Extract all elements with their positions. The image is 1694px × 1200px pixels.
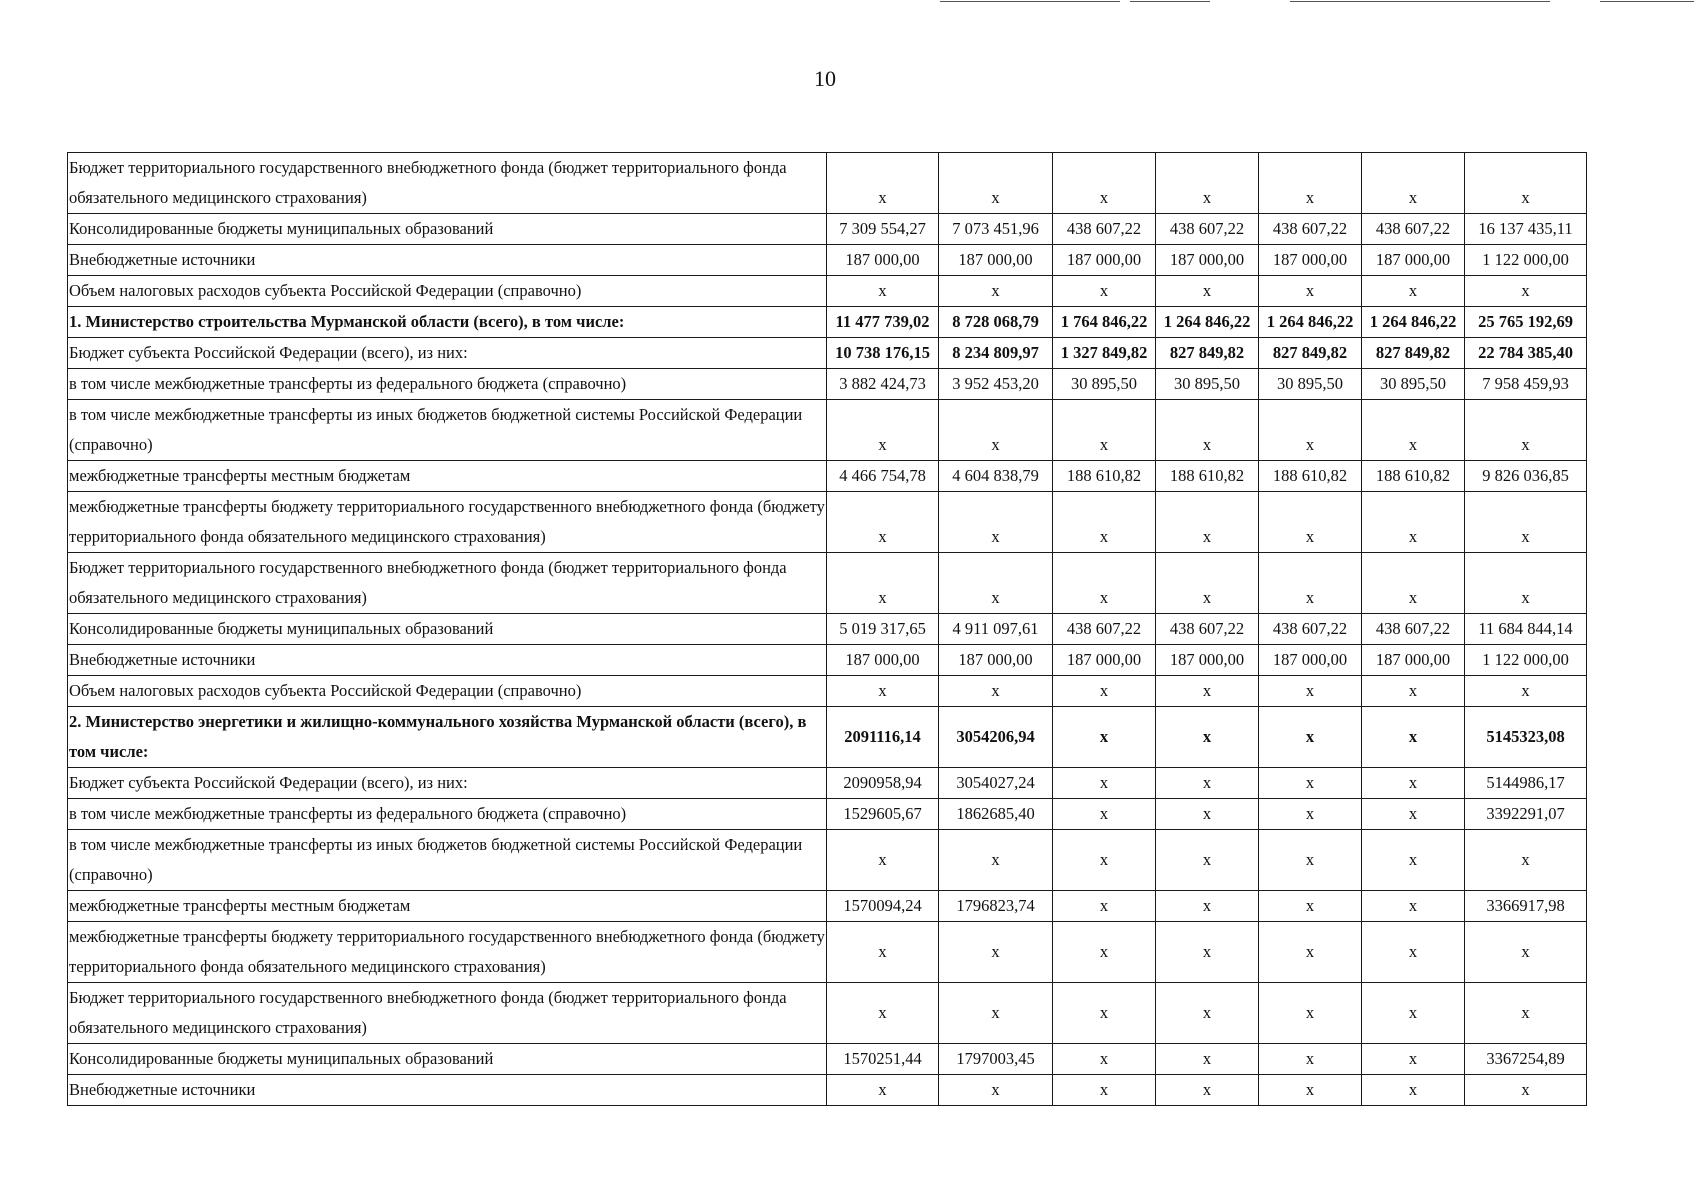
- value-cell: 5 019 317,65: [827, 614, 939, 645]
- value-cell: 7 073 451,96: [939, 214, 1053, 245]
- value-cell: x: [1156, 492, 1259, 553]
- table-row-section-header: [68, 707, 1587, 768]
- scan-artifact-line: [1130, 1, 1210, 2]
- value-cell: x: [1259, 553, 1362, 614]
- value-cell: x: [1259, 768, 1362, 799]
- total-cell: 11 684 844,14: [1465, 614, 1587, 645]
- value-cell: 187 000,00: [1362, 245, 1465, 276]
- value-cell: x: [827, 153, 939, 214]
- total-cell: 3366917,98: [1465, 891, 1587, 922]
- value-cell: x: [939, 276, 1053, 307]
- value-cell: 438 607,22: [1156, 214, 1259, 245]
- value-cell: x: [939, 400, 1053, 461]
- value-cell: 827 849,82: [1259, 338, 1362, 369]
- value-cell: x: [1362, 1044, 1465, 1075]
- value-cell: x: [1362, 153, 1465, 214]
- value-cell: x: [1053, 553, 1156, 614]
- value-cell: 438 607,22: [1053, 614, 1156, 645]
- value-cell: 4 604 838,79: [939, 461, 1053, 492]
- value-cell: 3054206,94: [939, 707, 1053, 768]
- value-cell: x: [1053, 891, 1156, 922]
- value-cell: x: [827, 983, 939, 1044]
- value-cell: 30 895,50: [1259, 369, 1362, 400]
- table-row: [68, 153, 1587, 214]
- value-cell: x: [1259, 830, 1362, 891]
- value-cell: 1 264 846,22: [1362, 307, 1465, 338]
- value-cell: 187 000,00: [1156, 245, 1259, 276]
- value-cell: x: [1362, 830, 1465, 891]
- table-row: [68, 614, 1587, 645]
- page-number: 10: [814, 66, 836, 91]
- row-label: Объем налоговых расходов субъекта Российской Федерации (справочно): [68, 676, 827, 707]
- value-cell: 438 607,22: [1259, 214, 1362, 245]
- value-cell: x: [1156, 276, 1259, 307]
- row-label: межбюджетные трансферты бюджету территориального государственного внебюджетного фонда (бюджету территориального фонда обязательного медицинского страхования): [68, 492, 827, 553]
- value-cell: x: [1053, 707, 1156, 768]
- value-cell: 4 466 754,78: [827, 461, 939, 492]
- value-cell: x: [939, 676, 1053, 707]
- value-cell: x: [1259, 922, 1362, 983]
- total-cell: 9 826 036,85: [1465, 461, 1587, 492]
- value-cell: x: [1362, 707, 1465, 768]
- total-cell: 3367254,89: [1465, 1044, 1587, 1075]
- value-cell: x: [827, 676, 939, 707]
- table-row: [68, 676, 1587, 707]
- row-label: Консолидированные бюджеты муниципальных образований: [68, 614, 827, 645]
- value-cell: x: [1053, 983, 1156, 1044]
- value-cell: x: [1259, 1075, 1362, 1106]
- value-cell: x: [939, 153, 1053, 214]
- value-cell: x: [1259, 400, 1362, 461]
- value-cell: x: [1362, 1075, 1465, 1106]
- value-cell: x: [1362, 276, 1465, 307]
- value-cell: x: [1053, 153, 1156, 214]
- value-cell: 188 610,82: [1259, 461, 1362, 492]
- value-cell: x: [1053, 676, 1156, 707]
- table-row: [68, 461, 1587, 492]
- value-cell: 187 000,00: [1259, 645, 1362, 676]
- value-cell: 30 895,50: [1362, 369, 1465, 400]
- value-cell: 1796823,74: [939, 891, 1053, 922]
- value-cell: x: [939, 1075, 1053, 1106]
- table-row: [68, 1044, 1587, 1075]
- table-row: [68, 645, 1587, 676]
- value-cell: x: [1259, 276, 1362, 307]
- row-label: 2. Министерство энергетики и жилищно-коммунального хозяйства Мурманской области (всего), в том числе:: [68, 707, 827, 768]
- row-label: межбюджетные трансферты местным бюджетам: [68, 891, 827, 922]
- value-cell: x: [1362, 553, 1465, 614]
- table-row: [68, 245, 1587, 276]
- value-cell: x: [1362, 891, 1465, 922]
- total-cell: 1 122 000,00: [1465, 645, 1587, 676]
- value-cell: 1797003,45: [939, 1044, 1053, 1075]
- row-label: межбюджетные трансферты бюджету территориального государственного внебюджетного фонда (бюджету территориального фонда обязательного медицинского страхования): [68, 922, 827, 983]
- value-cell: x: [1259, 153, 1362, 214]
- value-cell: x: [827, 276, 939, 307]
- total-cell: 7 958 459,93: [1465, 369, 1587, 400]
- row-label: межбюджетные трансферты местным бюджетам: [68, 461, 827, 492]
- table-row: [68, 768, 1587, 799]
- total-cell: 5145323,08: [1465, 707, 1587, 768]
- value-cell: x: [1259, 799, 1362, 830]
- value-cell: 187 000,00: [827, 645, 939, 676]
- total-cell: 22 784 385,40: [1465, 338, 1587, 369]
- value-cell: 1 764 846,22: [1053, 307, 1156, 338]
- value-cell: x: [939, 553, 1053, 614]
- total-cell: 1 122 000,00: [1465, 245, 1587, 276]
- value-cell: x: [1156, 891, 1259, 922]
- value-cell: x: [1156, 400, 1259, 461]
- value-cell: 7 309 554,27: [827, 214, 939, 245]
- value-cell: x: [939, 830, 1053, 891]
- value-cell: x: [827, 553, 939, 614]
- value-cell: 187 000,00: [1259, 245, 1362, 276]
- value-cell: 187 000,00: [939, 245, 1053, 276]
- value-cell: x: [1156, 1075, 1259, 1106]
- row-label: Бюджет субъекта Российской Федерации (всего), из них:: [68, 338, 827, 369]
- value-cell: x: [1156, 922, 1259, 983]
- value-cell: 1570094,24: [827, 891, 939, 922]
- scan-artifact-line: [1290, 1, 1550, 2]
- row-label: Бюджет субъекта Российской Федерации (всего), из них:: [68, 768, 827, 799]
- table-row: [68, 830, 1587, 891]
- value-cell: x: [1259, 707, 1362, 768]
- value-cell: x: [1053, 799, 1156, 830]
- value-cell: x: [1362, 922, 1465, 983]
- value-cell: 1 264 846,22: [1156, 307, 1259, 338]
- value-cell: 188 610,82: [1156, 461, 1259, 492]
- value-cell: x: [1156, 676, 1259, 707]
- total-cell: x: [1465, 676, 1587, 707]
- row-label: Внебюджетные источники: [68, 245, 827, 276]
- value-cell: x: [1156, 707, 1259, 768]
- value-cell: x: [1053, 276, 1156, 307]
- row-label: Бюджет территориального государственного внебюджетного фонда (бюджет территориального фонда обязательного медицинского страхования): [68, 553, 827, 614]
- total-cell: 16 137 435,11: [1465, 214, 1587, 245]
- value-cell: 438 607,22: [1362, 214, 1465, 245]
- value-cell: x: [827, 830, 939, 891]
- table-row: [68, 553, 1587, 614]
- total-cell: 3392291,07: [1465, 799, 1587, 830]
- row-label: в том числе межбюджетные трансферты из иных бюджетов бюджетной системы Российской Федерации (справочно): [68, 830, 827, 891]
- table-row: [68, 400, 1587, 461]
- table-row: [68, 922, 1587, 983]
- value-cell: 4 911 097,61: [939, 614, 1053, 645]
- value-cell: x: [1259, 492, 1362, 553]
- value-cell: x: [827, 1075, 939, 1106]
- value-cell: x: [1053, 1044, 1156, 1075]
- value-cell: x: [1259, 1044, 1362, 1075]
- total-cell: x: [1465, 983, 1587, 1044]
- table-row-section-header: [68, 307, 1587, 338]
- value-cell: 438 607,22: [1259, 614, 1362, 645]
- value-cell: x: [827, 922, 939, 983]
- value-cell: x: [1362, 799, 1465, 830]
- value-cell: 438 607,22: [1156, 614, 1259, 645]
- value-cell: 2090958,94: [827, 768, 939, 799]
- total-cell: x: [1465, 400, 1587, 461]
- row-label: 1. Министерство строительства Мурманской области (всего), в том числе:: [68, 307, 827, 338]
- table-row: [68, 492, 1587, 553]
- value-cell: 438 607,22: [1362, 614, 1465, 645]
- total-cell: x: [1465, 1075, 1587, 1106]
- value-cell: 438 607,22: [1053, 214, 1156, 245]
- value-cell: x: [1362, 983, 1465, 1044]
- total-cell: x: [1465, 153, 1587, 214]
- value-cell: 1 327 849,82: [1053, 338, 1156, 369]
- table-row: [68, 214, 1587, 245]
- value-cell: x: [1362, 676, 1465, 707]
- value-cell: 3 882 424,73: [827, 369, 939, 400]
- value-cell: x: [1362, 492, 1465, 553]
- row-label: Консолидированные бюджеты муниципальных образований: [68, 214, 827, 245]
- value-cell: 30 895,50: [1053, 369, 1156, 400]
- value-cell: 187 000,00: [1053, 245, 1156, 276]
- row-label: в том числе межбюджетные трансферты из иных бюджетов бюджетной системы Российской Федерации (справочно): [68, 400, 827, 461]
- value-cell: 8 234 809,97: [939, 338, 1053, 369]
- value-cell: x: [939, 922, 1053, 983]
- value-cell: 187 000,00: [1156, 645, 1259, 676]
- value-cell: x: [1259, 891, 1362, 922]
- value-cell: 187 000,00: [939, 645, 1053, 676]
- value-cell: 3 952 453,20: [939, 369, 1053, 400]
- table-row: [68, 1075, 1587, 1106]
- value-cell: x: [1362, 400, 1465, 461]
- value-cell: 187 000,00: [827, 245, 939, 276]
- value-cell: 2091116,14: [827, 707, 939, 768]
- value-cell: 188 610,82: [1053, 461, 1156, 492]
- value-cell: x: [1053, 492, 1156, 553]
- scan-artifact-line: [940, 1, 1120, 2]
- value-cell: 1570251,44: [827, 1044, 939, 1075]
- budget-table: [67, 152, 1587, 1106]
- value-cell: 187 000,00: [1362, 645, 1465, 676]
- row-label: Бюджет территориального государственного внебюджетного фонда (бюджет территориального фонда обязательного медицинского страхования): [68, 983, 827, 1044]
- value-cell: x: [1156, 799, 1259, 830]
- table-row: [68, 799, 1587, 830]
- table-row: [68, 369, 1587, 400]
- value-cell: x: [1053, 830, 1156, 891]
- value-cell: 187 000,00: [1053, 645, 1156, 676]
- value-cell: x: [939, 492, 1053, 553]
- value-cell: x: [1362, 768, 1465, 799]
- total-cell: x: [1465, 492, 1587, 553]
- table-row: [68, 276, 1587, 307]
- value-cell: 1529605,67: [827, 799, 939, 830]
- value-cell: x: [1259, 676, 1362, 707]
- value-cell: x: [1156, 1044, 1259, 1075]
- scan-artifact-line: [1600, 1, 1694, 2]
- total-cell: x: [1465, 276, 1587, 307]
- table-row: [68, 338, 1587, 369]
- table-row: [68, 891, 1587, 922]
- total-cell: x: [1465, 553, 1587, 614]
- value-cell: x: [827, 492, 939, 553]
- total-cell: 5144986,17: [1465, 768, 1587, 799]
- table-row: [68, 983, 1587, 1044]
- row-label: Внебюджетные источники: [68, 1075, 827, 1106]
- row-label: Объем налоговых расходов субъекта Российской Федерации (справочно): [68, 276, 827, 307]
- value-cell: x: [939, 983, 1053, 1044]
- value-cell: 8 728 068,79: [939, 307, 1053, 338]
- value-cell: x: [1156, 768, 1259, 799]
- value-cell: 1862685,40: [939, 799, 1053, 830]
- value-cell: 10 738 176,15: [827, 338, 939, 369]
- value-cell: 188 610,82: [1362, 461, 1465, 492]
- row-label: Внебюджетные источники: [68, 645, 827, 676]
- value-cell: 827 849,82: [1156, 338, 1259, 369]
- total-cell: x: [1465, 922, 1587, 983]
- value-cell: x: [1053, 768, 1156, 799]
- total-cell: x: [1465, 830, 1587, 891]
- value-cell: x: [1053, 922, 1156, 983]
- row-label: Бюджет территориального государственного внебюджетного фонда (бюджет территориального фонда обязательного медицинского страхования): [68, 153, 827, 214]
- row-label: в том числе межбюджетные трансферты из федерального бюджета (справочно): [68, 799, 827, 830]
- value-cell: 11 477 739,02: [827, 307, 939, 338]
- value-cell: 30 895,50: [1156, 369, 1259, 400]
- value-cell: x: [1053, 1075, 1156, 1106]
- row-label: в том числе межбюджетные трансферты из федерального бюджета (справочно): [68, 369, 827, 400]
- value-cell: x: [1259, 983, 1362, 1044]
- value-cell: x: [827, 400, 939, 461]
- value-cell: x: [1156, 983, 1259, 1044]
- row-label: Консолидированные бюджеты муниципальных образований: [68, 1044, 827, 1075]
- value-cell: x: [1156, 830, 1259, 891]
- total-cell: 25 765 192,69: [1465, 307, 1587, 338]
- value-cell: 1 264 846,22: [1259, 307, 1362, 338]
- value-cell: x: [1156, 153, 1259, 214]
- value-cell: 3054027,24: [939, 768, 1053, 799]
- value-cell: x: [1156, 553, 1259, 614]
- value-cell: 827 849,82: [1362, 338, 1465, 369]
- value-cell: x: [1053, 400, 1156, 461]
